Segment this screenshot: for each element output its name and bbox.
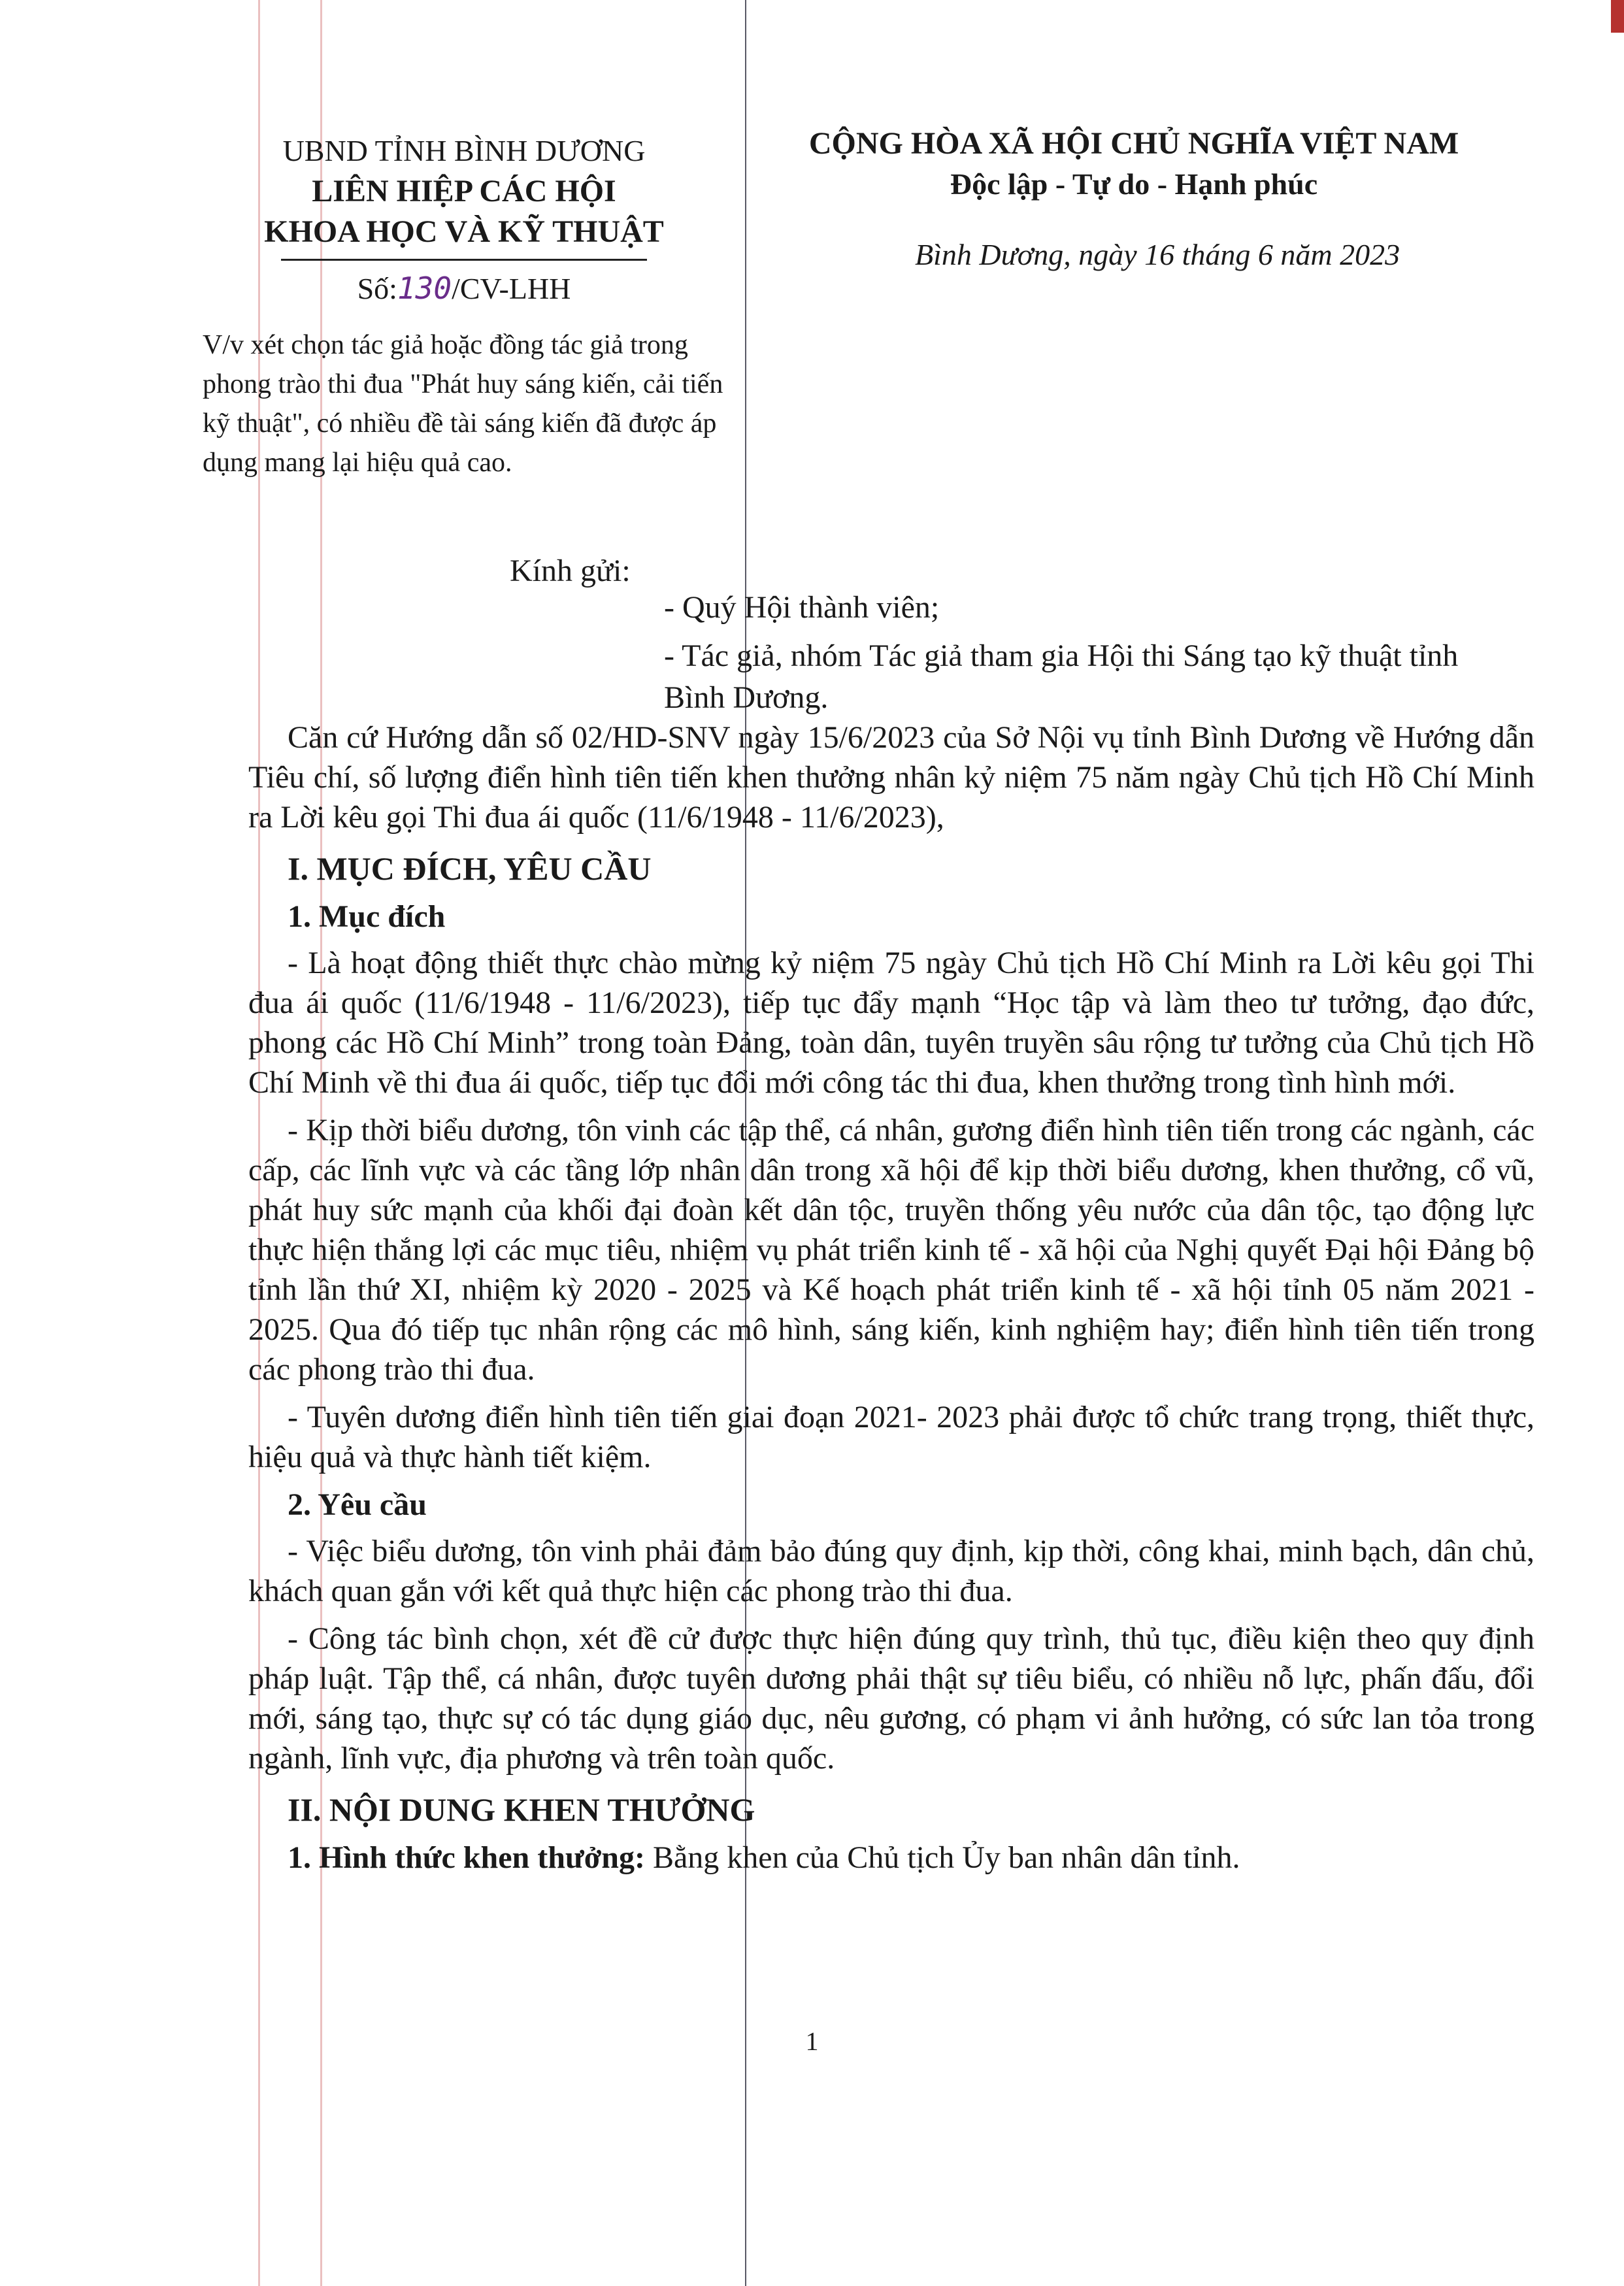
scan-edge-mark — [1611, 0, 1624, 33]
issuer-name-line2: KHOA HỌC VÀ KỸ THUẬT — [264, 214, 664, 249]
paragraph: - Tuyên dương điển hình tiên tiến giai đoạn 2021- 2023 phải được tổ chức trang trọng, thiết thực, hiệu quả và thực hành tiết kiệm. — [248, 1400, 1534, 1474]
recipients-list — [664, 587, 1514, 719]
paragraph: - Việc biểu dương, tôn vinh phải đảm bảo đúng quy định, kịp thời, công khai, minh bạch, dân chủ, khách quan gắn với kết quả thực hiện các phong trào thi đua. — [248, 1534, 1534, 1608]
award-form-text: Bằng khen của Chủ tịch Ủy ban nhân dân tỉnh. — [652, 1840, 1240, 1875]
document-number: Số:130/CV-LHH — [357, 271, 571, 306]
handwritten-number: 130 — [397, 271, 452, 306]
subject-line: V/v xét chọn tác giả hoặc đồng tác giả trong phong trào thi đua "Phát huy sáng kiến, cải tiến kỹ thuật", có nhiều đề tài sáng kiến đã được áp dụng mang lại hiệu quả cao. — [203, 330, 723, 478]
subsection-heading: 1. Mục đích — [288, 899, 446, 934]
document-body — [248, 718, 1534, 1885]
recipient-item: - Tác giả, nhóm Tác giả tham gia Hội thi Sáng tạo kỹ thuật tỉnh Bình Dương. — [664, 638, 1459, 715]
issuer-name-line1: LIÊN HIỆP CÁC HỘI — [312, 174, 616, 208]
recipient-item: - Quý Hội thành viên; — [664, 590, 940, 625]
national-title: CỘNG HÒA XÃ HỘI CHỦ NGHĨA VIỆT NAM — [808, 126, 1459, 161]
award-form-paragraph — [248, 1838, 1534, 1878]
issuer-underline — [281, 259, 647, 261]
subsection-heading: 2. Yêu cầu — [288, 1487, 427, 1522]
award-form-label: 1. Hình thức khen thưởng: — [288, 1840, 645, 1875]
paragraph: - Kịp thời biểu dương, tôn vinh các tập thể, cá nhân, gương điển hình tiên tiến trong các ngành, các cấp, các lĩnh vực và các tầng lớp nhân dân trong xã hội để kịp thời biểu dương, khen thưởng, cổ vũ, phát huy sức mạnh của khối đại đoàn kết dân tộc, truyền thống yêu nước của dân tộc, tạo động lực thực hiện thắng lợi các mục tiêu, nhiệm vụ phát triển kinh tế - xã hội của Nghị quyết Đại hội Đảng bộ tỉnh lần thứ XI, nhiệm kỳ 2020 - 2025 và Kế hoạch phát triển kinh tế - xã hội tỉnh 05 năm 2021 - 2025. Qua đó tiếp tục nhân rộng các mô hình, sáng kiến, kinh nghiệm hay; điển hình tiên tiến trong các phong trào thi đua. — [248, 1113, 1534, 1387]
recipients-label: Kính gửi: — [510, 554, 631, 588]
issuer-parent: UBND TỈNH BÌNH DƯƠNG — [282, 134, 646, 167]
page-number: 1 — [805, 2027, 819, 2056]
section-heading: I. MỤC ĐÍCH, YÊU CẦU — [288, 850, 652, 887]
paragraph: - Là hoạt động thiết thực chào mừng kỷ niệm 75 ngày Chủ tịch Hồ Chí Minh ra Lời kêu gọi Thi đua ái quốc (11/6/1948 - 11/6/2023), tiếp tục đẩy mạnh “Học tập và làm theo tư tưởng, đạo đức, phong các Hồ Chí Minh” trong toàn Đảng, toàn dân, tuyên truyền sâu rộng tư tưởng của Chủ tịch Hồ Chí Minh về thi đua ái quốc, tiếp tục đổi mới công tác thi đua, khen thưởng trong tình hình mới. — [248, 946, 1534, 1100]
legal-basis-paragraph: Căn cứ Hướng dẫn số 02/HD-SNV ngày 15/6/2023 của Sở Nội vụ tỉnh Bình Dương về Hướng dẫn Tiêu chí, số lượng điển hình tiên tiến khen thưởng nhân kỷ niệm 75 năm ngày Chủ tịch Hồ Chí Minh ra Lời kêu gọi Thi đua ái quốc (11/6/1948 - 11/6/2023), — [248, 720, 1534, 835]
section-heading: II. NỘI DUNG KHEN THƯỞNG — [288, 1791, 755, 1828]
national-motto: Độc lập - Tự do - Hạnh phúc — [950, 167, 1318, 201]
paragraph: - Công tác bình chọn, xét đề cử được thực hiện đúng quy trình, thủ tục, điều kiện theo quy định pháp luật. Tập thể, cá nhân, được tuyên dương phải thật sự tiêu biểu, có nhiều nỗ lực, phấn đấu, đổi mới, sáng tạo, thực sự có tác dụng giáo dục, nêu gương, có phạm vi ảnh hưởng, có sức lan tỏa trong ngành, lĩnh vực, địa phương và trên toàn quốc. — [248, 1621, 1534, 1776]
national-header — [719, 123, 1549, 204]
issuer-block — [216, 131, 712, 308]
date-line: Bình Dương, ngày 16 tháng 6 năm 2023 — [915, 238, 1400, 271]
